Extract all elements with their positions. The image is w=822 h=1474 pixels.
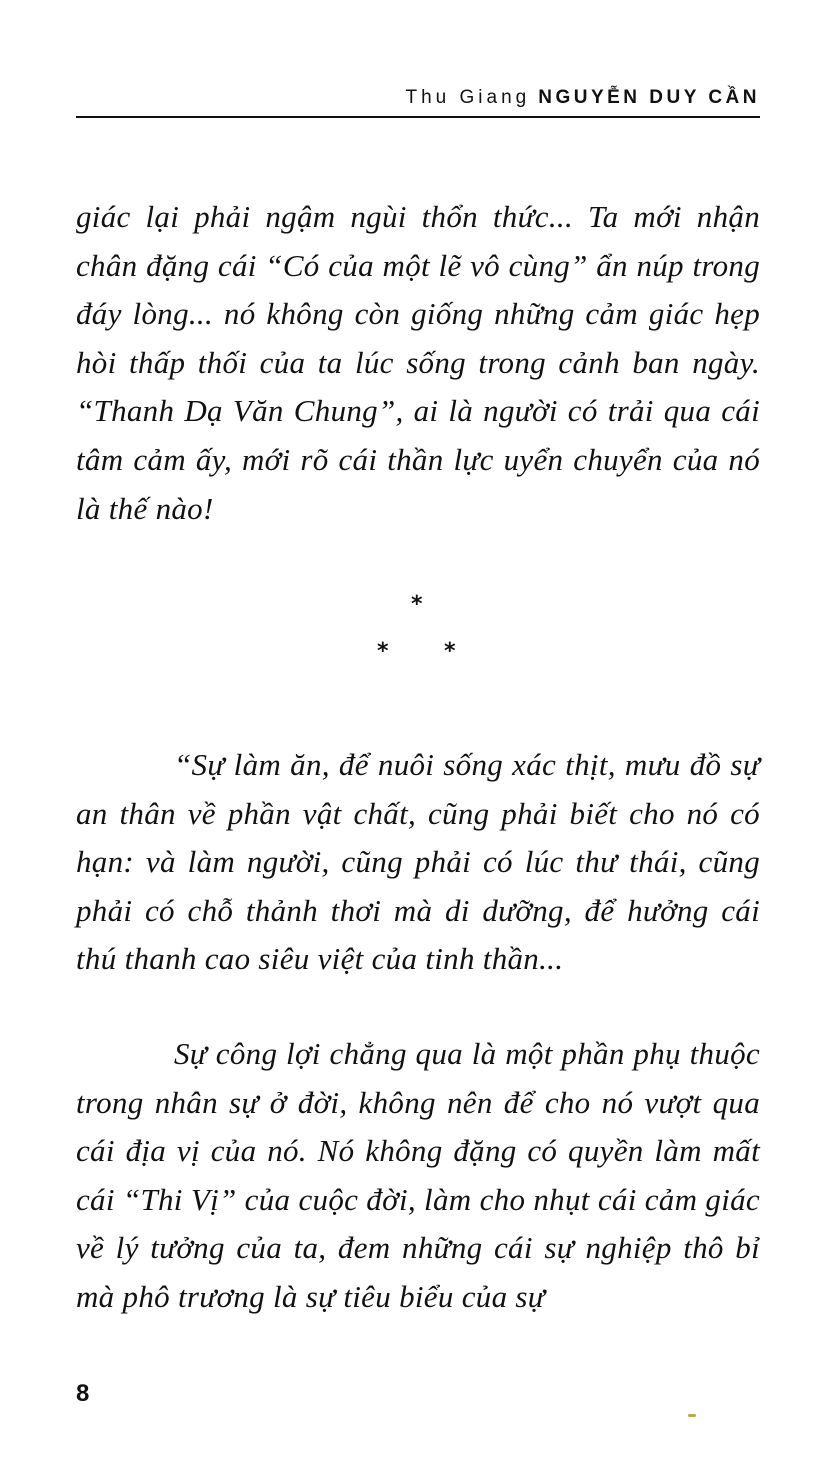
ornament-star-right: *: [444, 639, 456, 664]
author-given-name: Thu Giang: [405, 87, 531, 108]
paragraph-2: “Sự làm ăn, để nuôi sống xác thịt, mưu đồ sự an thân về phần vật chất, cũng phải biết cho nó có hạn: và làm người, cũng phải có lúc thư thái, cũng phải có chỗ thảnh thơi mà di dưỡng, để hưởng cái thú thanh cao siêu việt của tinh thần...: [76, 747, 760, 977]
author-family-name: NGUYỄN DUY CẦN: [538, 87, 760, 108]
scan-speck: [688, 1414, 696, 1417]
ornament-star-top: *: [411, 592, 423, 617]
paragraph-1: giác lại phải ngậm ngùi thổn thức... Ta mới nhận chân đặng cái “Có của một lẽ vô cùng” ẩn núp trong đáy lòng... nó không còn giống những cảm giác hẹp hòi thấp thối của ta lúc sống trong cảnh ban ngày. “Thanh Dạ Văn Chung”, ai là người có trải qua cái tâm cảm ấy, mới rõ cái thần lực uyển chuyển của nó là thế nào!: [76, 199, 760, 526]
page-number: 8: [76, 1380, 90, 1407]
paragraph-3: Sự công lợi chẳng qua là một phần phụ thuộc trong nhân sự ở đời, không nên để cho nó vượt qua cái địa vị của nó. Nó không đặng có quyền làm mất cái “Thi Vị” của cuộc đời, làm cho nhụt cái cảm giác về lý tưởng của ta, đem những cái sự nghiệp thô bỉ mà phô trương là sự tiêu biểu của sự: [76, 1036, 760, 1314]
ornament-star-left: *: [377, 639, 389, 664]
running-header: [76, 82, 760, 118]
